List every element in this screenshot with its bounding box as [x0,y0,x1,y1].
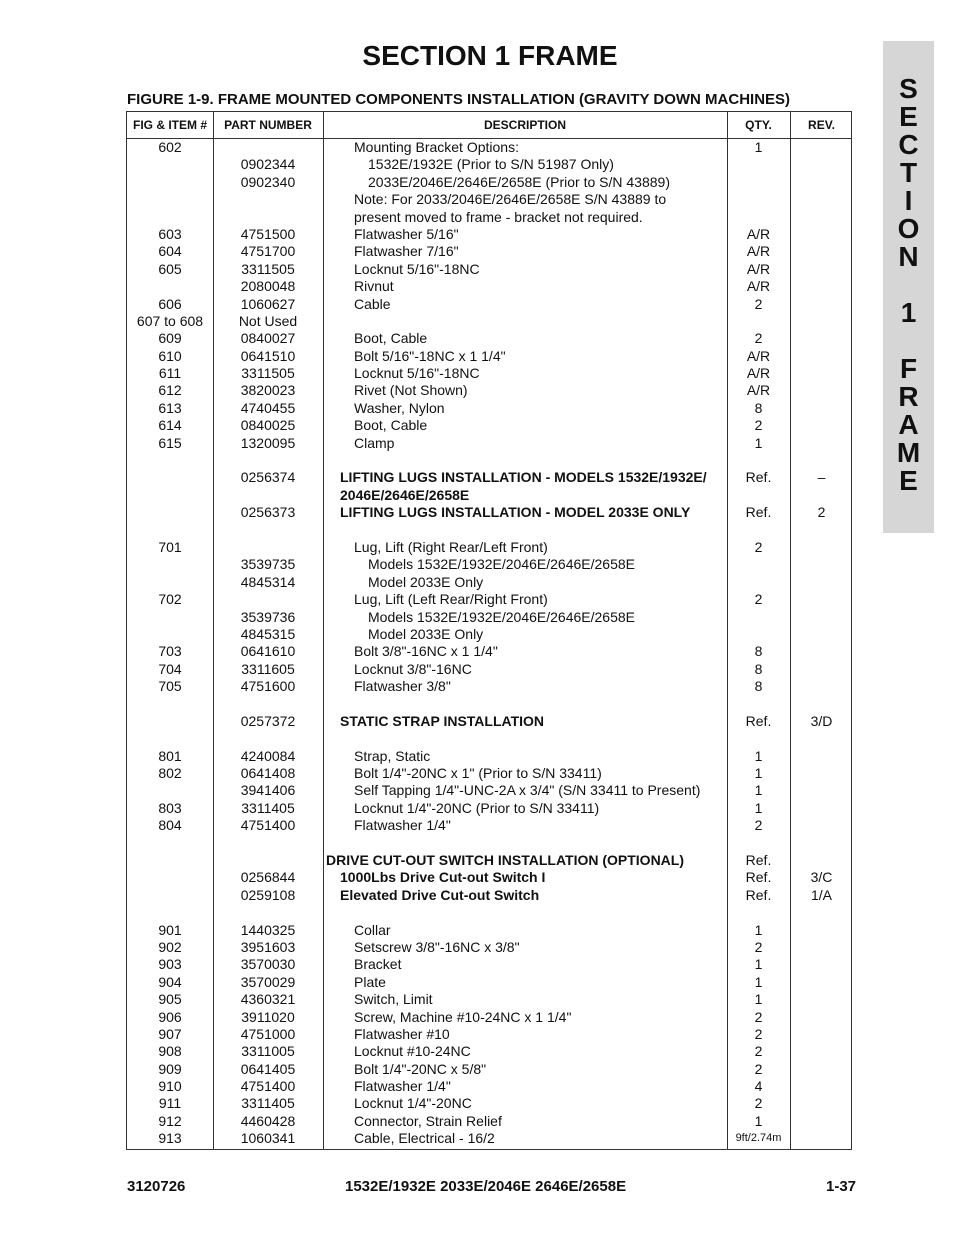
cell-part: 1320095 [240,434,296,451]
footer-page-number: 1-37 [826,1178,857,1195]
cell-description: Rivnut [354,278,394,295]
side-tab-letter: M [896,437,921,468]
cell-qty: 2 [754,1095,763,1112]
cell-description: Models 1532E/1932E/2046E/2646E/2658E [368,556,635,573]
cell-description: Model 2033E Only [368,573,484,590]
cell-part: 3311505 [241,260,295,277]
cell-rev: – [817,469,826,486]
cell-part: 4845315 [240,625,296,642]
cell-part: 0256373 [240,504,296,521]
table-row [127,556,851,573]
cell-qty: 4 [754,1078,763,1095]
table-row [127,296,851,313]
cell-description: Note: For 2033/2046E/2646E/2658E S/N 43889 to [354,191,667,208]
cell-description: Connector, Strain Relief [354,1112,502,1129]
cell-part: 4751700 [240,243,296,260]
cell-part: 3539735 [240,556,296,573]
header-fig: FIG & ITEM # [132,118,207,132]
cell-description: Bolt 1/4"-20NC x 1" (Prior to S/N 33411) [354,765,602,782]
table-row [127,591,851,608]
side-tab-letter: F [899,353,918,384]
header-desc: DESCRIPTION [483,118,566,132]
cell-part: 4751400 [240,1078,296,1095]
cell-description: Locknut 5/16"-18NC [354,260,480,277]
table-row [127,330,851,347]
cell-fig: 613 [158,399,182,416]
cell-qty: 1 [754,1112,763,1129]
table-row [127,609,851,626]
table-row [127,800,851,817]
cell-qty: 2 [754,938,763,955]
cell-part: 3311405 [241,1095,295,1112]
cell-qty: 2 [754,1043,763,1060]
cell-part: 0840025 [240,417,296,434]
cell-fig: 609 [158,330,182,347]
side-tab-letter: T [899,157,918,188]
cell-qty: 1 [754,921,763,938]
table-row [127,852,851,869]
cell-fig: 801 [158,747,182,764]
section-side-tab [883,41,934,533]
table-row [127,1078,851,1095]
cell-part: 4740455 [240,399,296,416]
cell-description: LIFTING LUGS INSTALLATION - MODEL 2033E ONLY [340,504,691,521]
cell-part: 0641510 [240,347,296,364]
cell-part: 4360321 [240,991,296,1008]
cell-part: Not Used [238,312,298,329]
cell-qty: A/R [746,243,771,260]
cell-qty: 9ft/2.74m [735,1132,782,1145]
cell-part: 1440325 [240,921,296,938]
table-row [127,817,851,834]
table-row [127,313,851,330]
side-tab-letter: E [899,465,918,496]
cell-part: 3311005 [241,1043,295,1060]
cell-fig: 908 [158,1043,182,1060]
table-row [127,765,851,782]
cell-description: STATIC STRAP INSTALLATION [340,712,545,729]
cell-qty: 8 [754,643,763,660]
cell-qty: 2 [754,1008,763,1025]
table-row [127,156,851,173]
cell-qty: A/R [746,225,771,242]
table-row [127,1009,851,1026]
table-row [127,1095,851,1112]
cell-description: Lug, Lift (Left Rear/Right Front) [354,591,548,608]
cell-qty: 2 [754,1025,763,1042]
cell-part: 3951603 [240,938,296,955]
cell-fig: 611 [158,365,182,382]
side-tab-letter: R [898,381,919,412]
cell-part: 3911020 [241,1008,295,1025]
cell-part: 4240084 [240,747,296,764]
table-row [127,730,851,747]
table-row [127,1130,851,1147]
cell-description: Locknut 1/4"-20NC (Prior to S/N 33411) [354,799,600,816]
figure-caption: FIGURE 1-9. FRAME MOUNTED COMPONENTS INSTALLATION (GRAVITY DOWN MACHINES) [127,91,791,108]
parts-table [126,111,852,1150]
cell-description: Washer, Nylon [354,399,445,416]
cell-fig: 703 [158,643,182,660]
table-row [127,574,851,591]
cell-description: 1532E/1932E (Prior to S/N 51987 Only) [368,156,614,173]
cell-fig: 705 [158,678,182,695]
cell-fig: 909 [158,1060,182,1077]
cell-fig: 602 [158,139,182,155]
cell-fig: 903 [158,956,182,973]
cell-part: 3570029 [240,973,296,990]
cell-fig: 604 [158,243,182,260]
table-row [127,904,851,921]
table-row [127,487,851,504]
cell-part: 3539736 [240,608,296,625]
table-row [127,452,851,469]
cell-qty: 1 [754,139,763,155]
cell-rev: 2 [817,504,826,521]
cell-part: 1060627 [240,295,296,312]
cell-description: Flatwasher 5/16" [354,225,459,242]
header-qty: QTY. [745,118,772,132]
cell-description: Locknut 1/4"-20NC [354,1095,472,1112]
table-row [127,869,851,886]
cell-part: 0641408 [240,765,296,782]
side-tab-letter: S [899,73,918,104]
footer-models: 1532E/1932E 2033E/2046E 2646E/2658E [345,1178,627,1195]
cell-description: Elevated Drive Cut-out Switch [340,886,540,903]
cell-qty: 1 [754,747,763,764]
cell-part: 0840027 [240,330,296,347]
cell-part: 4460428 [240,1112,296,1129]
cell-qty: Ref. [745,712,772,729]
cell-part: 0641405 [240,1060,296,1077]
cell-qty: 2 [754,417,763,434]
cell-description: Flatwasher 3/8" [354,678,451,695]
cell-description: Rivet (Not Shown) [354,382,468,399]
table-row [127,974,851,991]
table-row [127,174,851,191]
cell-fig: 610 [158,347,182,364]
side-tab-letter: N [898,241,919,272]
cell-part: 0902340 [240,173,296,190]
cell-fig: 907 [158,1025,182,1042]
cell-description: DRIVE CUT-OUT SWITCH INSTALLATION (OPTIONAL) [326,852,685,869]
table-row [127,661,851,678]
cell-qty: 1 [754,799,763,816]
cell-part: 0641610 [240,643,296,660]
cell-description: Cable [354,295,391,312]
cell-part: 4751600 [240,678,296,695]
cell-qty: A/R [746,278,771,295]
cell-description: Flatwasher 7/16" [354,243,459,260]
cell-description: Locknut 3/8"-16NC [354,660,472,677]
cell-rev: 3/D [810,712,833,729]
cell-rev: 3/C [810,869,833,886]
side-tab-letter: O [897,213,920,244]
cell-fig: 612 [158,382,182,399]
cell-fig: 606 [158,295,182,312]
table-row [127,209,851,226]
cell-description: present moved to frame - bracket not required. [354,208,643,225]
table-row [127,782,851,799]
cell-description: Strap, Static [354,747,431,764]
cell-fig: 913 [158,1130,182,1147]
cell-fig: 614 [158,417,182,434]
cell-part: 0259108 [240,886,296,903]
table-row [127,626,851,643]
table-row [127,400,851,417]
table-row [127,504,851,521]
section-title: SECTION 1 FRAME [362,40,618,71]
cell-fig: 904 [158,973,182,990]
cell-qty: 1 [754,782,763,799]
table-row [127,713,851,730]
side-tab-letter: 1 [900,297,917,328]
table-row [127,469,851,486]
cell-fig: 901 [158,921,182,938]
cell-fig: 605 [158,260,182,277]
cell-description: Boot, Cable [354,417,428,434]
cell-part: 3820023 [240,382,296,399]
table-row [127,678,851,695]
table-row [127,887,851,904]
cell-qty: 2 [754,330,763,347]
table-row [127,748,851,765]
cell-part: 4751400 [240,817,296,834]
cell-description: Flatwasher #10 [354,1025,450,1042]
cell-qty: A/R [746,347,771,364]
cell-qty: 8 [754,399,763,416]
table-row [127,939,851,956]
cell-qty: 2 [754,1060,763,1077]
table-row [127,1061,851,1078]
cell-description: Self Tapping 1/4"-UNC-2A x 3/4" (S/N 33411 to Present) [354,782,701,799]
table-row [127,835,851,852]
cell-description: LIFTING LUGS INSTALLATION - MODELS 1532E/1932E/ [340,469,707,486]
cell-fig: 607 to 608 [136,312,204,329]
header-rev: REV. [808,118,835,132]
cell-part: 2080048 [240,278,296,295]
table-header [127,112,851,139]
cell-description: Boot, Cable [354,330,428,347]
cell-description: Locknut #10-24NC [354,1043,471,1060]
cell-qty: Ref. [745,852,772,869]
cell-description: Clamp [354,434,395,451]
cell-qty: Ref. [745,469,772,486]
cell-description: Models 1532E/1932E/2046E/2646E/2658E [368,608,635,625]
cell-part: 3311505 [241,365,295,382]
table-row [127,365,851,382]
footer-doc-number: 3120726 [127,1178,186,1195]
cell-qty: Ref. [745,869,772,886]
cell-qty: 2 [754,817,763,834]
cell-qty: 1 [754,973,763,990]
cell-part: 0256374 [240,469,296,486]
table-row [127,278,851,295]
table-body [127,139,851,1148]
cell-fig: 804 [158,817,182,834]
cell-part: 4845314 [240,573,296,590]
cell-fig: 803 [158,799,182,816]
table-row [127,382,851,399]
side-tab-letter: C [898,129,919,160]
cell-fig: 702 [158,591,182,608]
table-row [127,435,851,452]
side-tab-letter: E [899,101,918,132]
table-row [127,1113,851,1130]
cell-qty: 1 [754,434,763,451]
table-row [127,696,851,713]
cell-part: 1060341 [240,1130,296,1147]
cell-qty: 1 [754,991,763,1008]
table-row [127,956,851,973]
cell-description: 2033E/2046E/2646E/2658E (Prior to S/N 43889) [368,173,670,190]
cell-description: 1000Lbs Drive Cut-out Switch I [340,869,546,886]
cell-fig: 603 [158,225,182,242]
cell-qty: A/R [746,382,771,399]
table-row [127,643,851,660]
cell-rev: 1/A [810,886,832,903]
cell-part: 0257372 [240,712,296,729]
cell-part: 3570030 [240,956,296,973]
cell-qty: 2 [754,538,763,555]
cell-fig: 911 [158,1095,182,1112]
cell-qty: 1 [754,956,763,973]
cell-description: 2046E/2646E/2658E [340,486,470,503]
cell-fig: 701 [158,538,182,555]
cell-description: Setscrew 3/8"-16NC x 3/8" [354,938,520,955]
cell-qty: 8 [754,678,763,695]
table-row [127,522,851,539]
cell-part: 4751500 [240,225,296,242]
table-row [127,417,851,434]
cell-description: Flatwasher 1/4" [354,817,451,834]
cell-fig: 902 [158,938,182,955]
cell-description: Plate [354,973,386,990]
cell-description: Flatwasher 1/4" [354,1078,451,1095]
cell-description: Switch, Limit [354,991,433,1008]
cell-qty: Ref. [745,886,772,903]
cell-description: Cable, Electrical - 16/2 [354,1130,495,1147]
cell-part: 3311405 [241,799,295,816]
table-row [127,1043,851,1060]
side-tab-letter: I [904,185,913,216]
cell-description: Bolt 3/8"-16NC x 1 1/4" [354,643,498,660]
header-part: PART NUMBER [224,118,312,132]
side-tab-letter: A [898,409,919,440]
cell-description: Bracket [354,956,402,973]
cell-fig: 615 [158,434,182,451]
cell-fig: 905 [158,991,182,1008]
table-row [127,1026,851,1043]
cell-fig: 912 [158,1112,182,1129]
table-row [127,539,851,556]
cell-qty: A/R [746,260,771,277]
cell-part: 3311605 [241,660,295,677]
cell-part: 4751000 [240,1025,296,1042]
cell-qty: 2 [754,591,763,608]
table-row [127,261,851,278]
cell-qty: 8 [754,660,763,677]
cell-fig: 802 [158,765,182,782]
cell-description: Mounting Bracket Options: [354,139,519,155]
cell-qty: A/R [746,365,771,382]
table-row [127,226,851,243]
cell-description: Locknut 5/16"-18NC [354,365,480,382]
cell-qty: 1 [754,765,763,782]
cell-part: 0902344 [240,156,296,173]
table-row [127,991,851,1008]
cell-fig: 906 [158,1008,182,1025]
cell-description: Bolt 5/16"-18NC x 1 1/4" [354,347,506,364]
table-row [127,139,851,156]
table-row [127,243,851,260]
cell-description: Screw, Machine #10-24NC x 1 1/4" [354,1008,572,1025]
table-row [127,922,851,939]
cell-qty: Ref. [745,504,772,521]
cell-description: Collar [354,921,391,938]
cell-description: Model 2033E Only [368,625,484,642]
table-row [127,191,851,208]
table-row [127,348,851,365]
cell-fig: 910 [158,1078,182,1095]
cell-part: 0256844 [240,869,296,886]
cell-description: Bolt 1/4"-20NC x 5/8" [354,1060,487,1077]
cell-fig: 704 [158,660,182,677]
cell-qty: 2 [754,295,763,312]
cell-description: Lug, Lift (Right Rear/Left Front) [354,538,548,555]
cell-part: 3941406 [240,782,296,799]
